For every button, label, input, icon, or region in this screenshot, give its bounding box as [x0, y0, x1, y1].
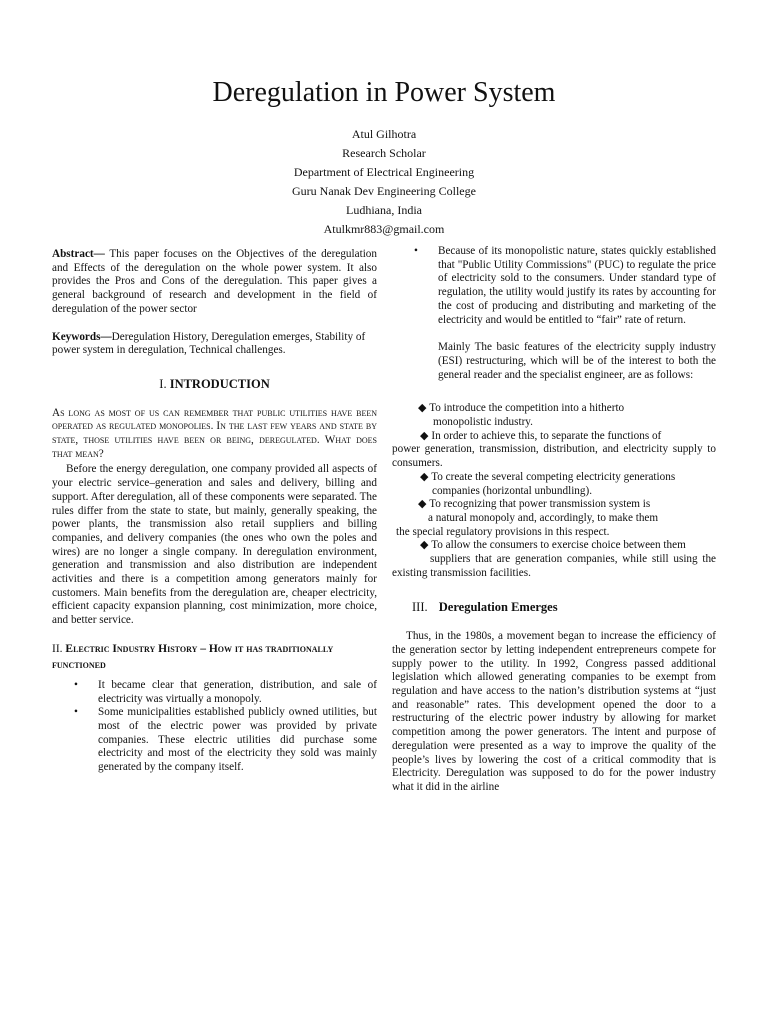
feature-line: ◆ To recognizing that power transmission system is	[418, 498, 651, 511]
bullet-dot-icon: •	[74, 678, 78, 691]
feature-line: monopolistic industry.	[433, 416, 533, 429]
features-paragraph: Mainly The basic features of the electricity supply industry (ESI) restructuring, which will be of the interest to both the general reader and the specialist engineer, are as follows:	[438, 341, 716, 381]
keywords-label: Keywords—	[52, 330, 112, 343]
abstract-text: This paper focuses on the Objectives of the deregulation and Effects of the deregulation on the whole power system. It also provides the Pros and Cons of the deregulation. This paper gives a general background of research and development in the field of deregulation of the power sector	[52, 248, 377, 315]
author-name: Atul Gilhotra	[351, 127, 417, 141]
author-block	[0, 125, 768, 239]
section-1-number: I.	[159, 376, 167, 391]
bullet-dot-icon: •	[74, 706, 78, 719]
keywords	[52, 331, 377, 358]
section-3-heading	[412, 601, 716, 615]
abstract	[52, 248, 377, 317]
feature-line: ◆ To introduce the competition into a hitherto	[418, 402, 625, 415]
feature-line: ◆ In order to achieve this, to separate the functions of	[420, 429, 662, 442]
section-1-intro: As long as most of us can remember that public utilities have been operated as regulated monopolies. In the last few years and state by state, those utilities have been or being, deregulated. What does that mean?	[52, 406, 377, 460]
right-bullet-text: Because of its monopolistic nature, states quickly established that "Public Utility Commissions" (PUC) to regulate the price of electricity sold to the consumers. Under standard type of regulation, the utility would justify its rates by accounting for the cost of producing and distributing and marketing of the electricity and would be entitled to “fair” rate of return.	[438, 245, 716, 326]
section-1-heading	[52, 378, 377, 392]
section-2-bullet-1	[52, 679, 377, 706]
section-3-paragraph: Thus, in the 1980s, a movement began to increase the efficiency of the generation sector by letting independent entrepreneurs compete for supply power to the utility. In 1992, Congress passed additional legislation which allowed generating companies to be exempt from regulation and have access to the nation’s distribution systems at “just and reasonable” rates. This development opened the door to a restructuring of the electric power industry by allowing for market competition among the power generators. The intent and purpose of deregulation were presented as a way to improve the quality of the people’s lives by lowering the cost of a critical commodity that is Electricity. Deregulation was supposed to do for the power industry what it did in the airline	[392, 630, 716, 793]
bullet-text: Some municipalities established publicly owned utilities, but most of the electric power was provided by private companies. These electric utilities did purchase some electricity and most of the electricity they sold was mainly generated by the company itself.	[98, 706, 377, 774]
paper-title: Deregulation in Power System	[212, 77, 556, 108]
author-email[interactable]: Atulkmr883@gmail.com	[323, 222, 445, 236]
feature-line: ◆ To create the several competing electricity generations	[420, 470, 676, 483]
author-college: Guru Nanak Dev Engineering College	[292, 184, 476, 198]
author-role: Research Scholar	[342, 146, 426, 160]
right-column	[392, 245, 716, 795]
feature-line: a natural monopoly and, accordingly, to make them	[428, 511, 659, 524]
section-2-bullet-2	[52, 706, 377, 775]
bullet-dot-icon: •	[414, 245, 418, 257]
feature-line: suppliers that are generation companies, while still using the existing transmission facilities.	[392, 553, 716, 579]
section-3-number: III.	[412, 600, 428, 615]
abstract-label: Abstract—	[52, 248, 105, 260]
section-1-title: INTRODUCTION	[169, 376, 270, 391]
features-list	[392, 402, 716, 580]
section-2-number: II.	[52, 642, 63, 655]
feature-line: companies (horizontal unbundling).	[432, 484, 593, 497]
section-3-title: Deregulation Emerges	[438, 600, 558, 615]
section-2-title: Electric Industry History – How it has traditionally functioned	[52, 642, 334, 671]
section-1-paragraph: Before the energy deregulation, one company provided all aspects of your electric service–generation and sales and delivery, billing and support. After deregulation, all of these components were separated. The rules differ from the state to state, but mainly, generally speaking, the power plants, the transmission also retail suppliers and billing companies, and delivery companies (the ones who own the poles and wires) are no longer a single company. In deregulation environment, generation and transmission and also distribution are independent activities and there is a competition among generators mainly for customers. Main benefits from the deregulation are, cheaper electricity, efficient capacity expansion planning, cost minimization, more choice, and better service.	[52, 463, 377, 627]
author-department: Department of Electrical Engineering	[293, 165, 475, 179]
section-2-heading	[52, 641, 377, 673]
author-city: Ludhiana, India	[346, 203, 422, 217]
feature-line: the special regulatory provisions in this respect.	[396, 525, 610, 538]
feature-line: ◆ To allow the consumers to exercise choice between them	[420, 539, 686, 552]
left-column	[52, 248, 377, 775]
keywords-text: Deregulation History, Deregulation emerges, Stability of power system in deregulation, Technical challenges.	[52, 330, 366, 357]
right-bullet	[392, 245, 716, 327]
bullet-text: It became clear that generation, distribution, and sale of electricity was virtually a monopoly.	[98, 678, 377, 705]
feature-line: power generation, transmission, distribution, and electricity supply to consumers.	[392, 443, 716, 470]
